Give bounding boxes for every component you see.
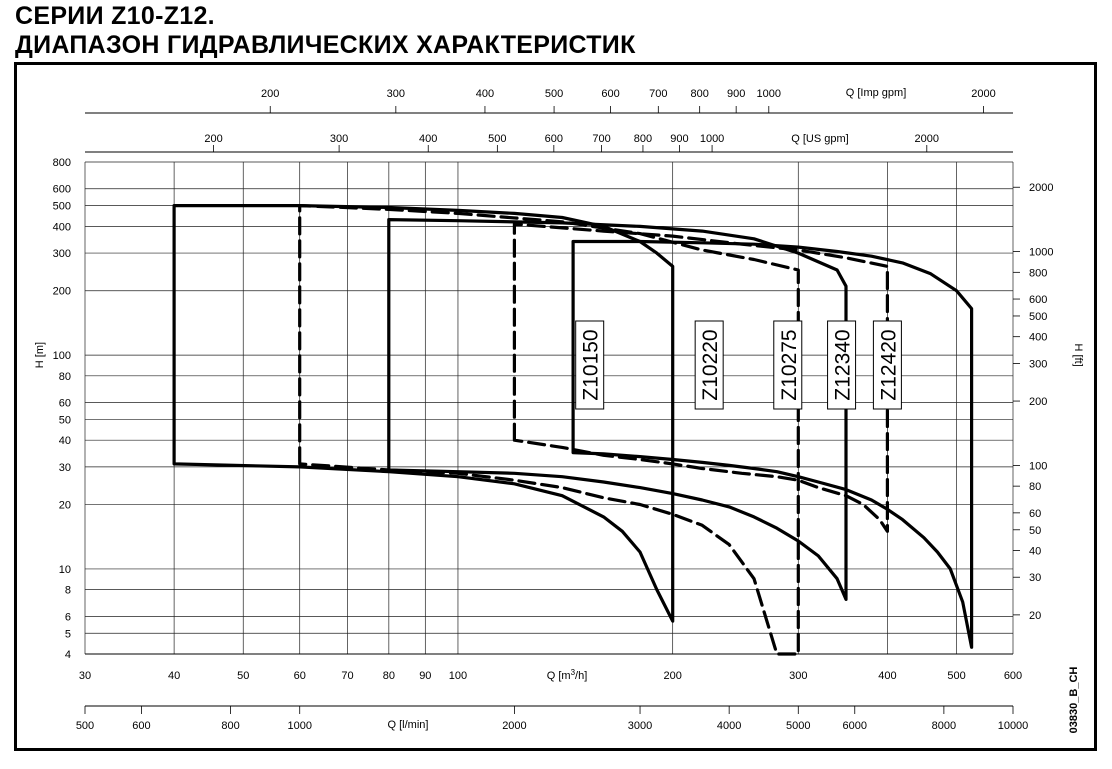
x-tick-label-m3h: 500 — [947, 670, 966, 682]
x-tick-label-usgpm: 900 — [670, 133, 689, 145]
x-tick-label-m3h: 600 — [1003, 670, 1023, 682]
x-tick-label-usgpm: 400 — [419, 133, 438, 145]
x-axis-label-lmin: Q [l/min] — [387, 719, 429, 731]
x-tick-label-usgpm: 1000 — [699, 133, 725, 145]
x-tick-label-usgpm: 300 — [329, 133, 349, 145]
series-label-z10275: Z10275 — [777, 329, 801, 401]
y-tick-label-ft: 200 — [1029, 396, 1048, 409]
y-tick-label-ft: 400 — [1029, 331, 1048, 344]
x-tick-label-m3h: 30 — [78, 670, 92, 682]
x-tick-label-impgpm: 400 — [475, 88, 495, 100]
series-label-z12420: Z12420 — [877, 329, 901, 401]
y-tick-label-ft: 100 — [1029, 460, 1048, 473]
x-axis-label-usgpm: Q [US gpm] — [791, 133, 849, 145]
x-tick-label-lmin: 1000 — [287, 720, 312, 732]
x-tick-label-usgpm: 800 — [633, 133, 653, 145]
title-line-1: СЕРИИ Z10-Z12. — [15, 2, 215, 30]
x-tick-label-usgpm: 600 — [544, 133, 564, 145]
y-tick-label-ft: 80 — [1029, 481, 1042, 494]
title-line-2: ДИАПАЗОН ГИДРАВЛИЧЕСКИХ ХАРАКТЕРИСТИК — [15, 31, 636, 59]
series-label-z10150: Z10150 — [579, 329, 603, 401]
y-tick-label-m: 5 — [64, 628, 71, 641]
x-tick-label-impgpm: 800 — [690, 88, 709, 100]
y-tick-label-m: 300 — [52, 248, 71, 261]
x-tick-label-m3h: 50 — [237, 670, 250, 682]
x-tick-label-m3h: 200 — [663, 670, 682, 682]
x-tick-label-lmin: 6000 — [842, 720, 868, 732]
y-tick-label-m: 200 — [52, 285, 71, 298]
y-tick-label-ft: 600 — [1029, 294, 1048, 307]
x-tick-label-lmin: 8000 — [931, 720, 957, 732]
x-tick-label-impgpm: 200 — [261, 88, 280, 100]
x-tick-label-m3h: 40 — [167, 670, 181, 682]
x-tick-label-lmin: 10000 — [997, 720, 1029, 732]
x-tick-label-m3h: 400 — [878, 670, 897, 682]
x-tick-label-impgpm: 1000 — [756, 88, 782, 100]
y-tick-label-ft: 300 — [1029, 358, 1048, 371]
drawing-code: 03830_B_CH — [1068, 666, 1080, 734]
y-tick-label-m: 500 — [52, 200, 71, 213]
y-tick-label-ft: 2000 — [1029, 182, 1054, 195]
y-tick-label-m: 600 — [52, 183, 71, 196]
series-label-z10220: Z10220 — [699, 329, 723, 401]
x-tick-label-m3h: 90 — [419, 670, 432, 682]
x-tick-label-lmin: 4000 — [716, 720, 742, 732]
y-tick-label-m: 100 — [52, 350, 71, 363]
y-axis-label-m: H [m] — [34, 341, 46, 369]
y-tick-label-m: 30 — [58, 461, 71, 474]
y-tick-label-m: 400 — [52, 221, 71, 234]
x-tick-label-lmin: 3000 — [627, 720, 653, 732]
x-tick-label-lmin: 800 — [221, 720, 240, 732]
x-tick-label-lmin: 600 — [132, 720, 151, 732]
x-tick-label-usgpm: 700 — [592, 133, 611, 145]
x-tick-label-impgpm: 600 — [601, 88, 620, 100]
series-outline-z10150 — [174, 206, 673, 621]
y-tick-label-ft: 60 — [1029, 507, 1042, 520]
y-tick-label-m: 800 — [52, 157, 71, 169]
y-tick-label-m: 50 — [58, 414, 71, 427]
x-tick-label-impgpm: 900 — [726, 88, 746, 100]
y-tick-label-m: 10 — [58, 563, 71, 576]
y-tick-label-m: 4 — [64, 649, 71, 661]
x-tick-label-m3h: 80 — [382, 670, 395, 682]
x-tick-label-lmin: 5000 — [786, 720, 811, 732]
y-tick-label-ft: 20 — [1029, 609, 1042, 622]
x-tick-label-usgpm: 2000 — [914, 133, 940, 145]
x-axis-label-impgpm: Q [Imp gpm] — [845, 87, 907, 99]
y-tick-label-ft: 40 — [1029, 545, 1042, 558]
x-tick-label-usgpm: 200 — [204, 133, 223, 145]
y-tick-label-ft: 500 — [1029, 310, 1048, 323]
y-tick-label-m: 8 — [64, 584, 71, 597]
x-tick-label-m3h: 70 — [341, 670, 354, 682]
y-tick-label-m: 40 — [58, 435, 71, 448]
x-tick-label-impgpm: 500 — [544, 88, 564, 100]
series-outline-z10220 — [300, 206, 799, 654]
x-tick-label-usgpm: 500 — [488, 133, 507, 145]
y-tick-label-m: 20 — [58, 499, 71, 512]
y-tick-label-ft: 30 — [1029, 572, 1042, 585]
x-tick-label-m3h: 100 — [448, 670, 468, 682]
x-tick-label-impgpm: 300 — [386, 88, 406, 100]
x-tick-label-m3h: 300 — [789, 670, 808, 682]
y-tick-label-ft: 1000 — [1029, 246, 1054, 259]
y-tick-label-ft: 800 — [1029, 267, 1048, 280]
series-outline-z12420 — [573, 242, 972, 648]
x-axis-label-m3h: Q $[m^3/h]$ — [546, 668, 588, 682]
x-tick-label-impgpm: 700 — [649, 88, 668, 100]
x-tick-label-lmin: 2000 — [502, 720, 527, 732]
x-tick-label-impgpm: 2000 — [971, 88, 996, 100]
y-tick-label-ft: 50 — [1029, 524, 1042, 537]
x-tick-label-lmin: 500 — [75, 720, 95, 732]
x-tick-label-m3h: 60 — [293, 670, 306, 682]
y-tick-label-m: 60 — [58, 397, 71, 410]
series-label-z12340: Z12340 — [831, 329, 855, 401]
y-tick-label-m: 80 — [58, 370, 71, 383]
y-tick-label-m: 6 — [64, 611, 71, 624]
y-axis-label-ft: H [ft] — [1072, 343, 1084, 367]
